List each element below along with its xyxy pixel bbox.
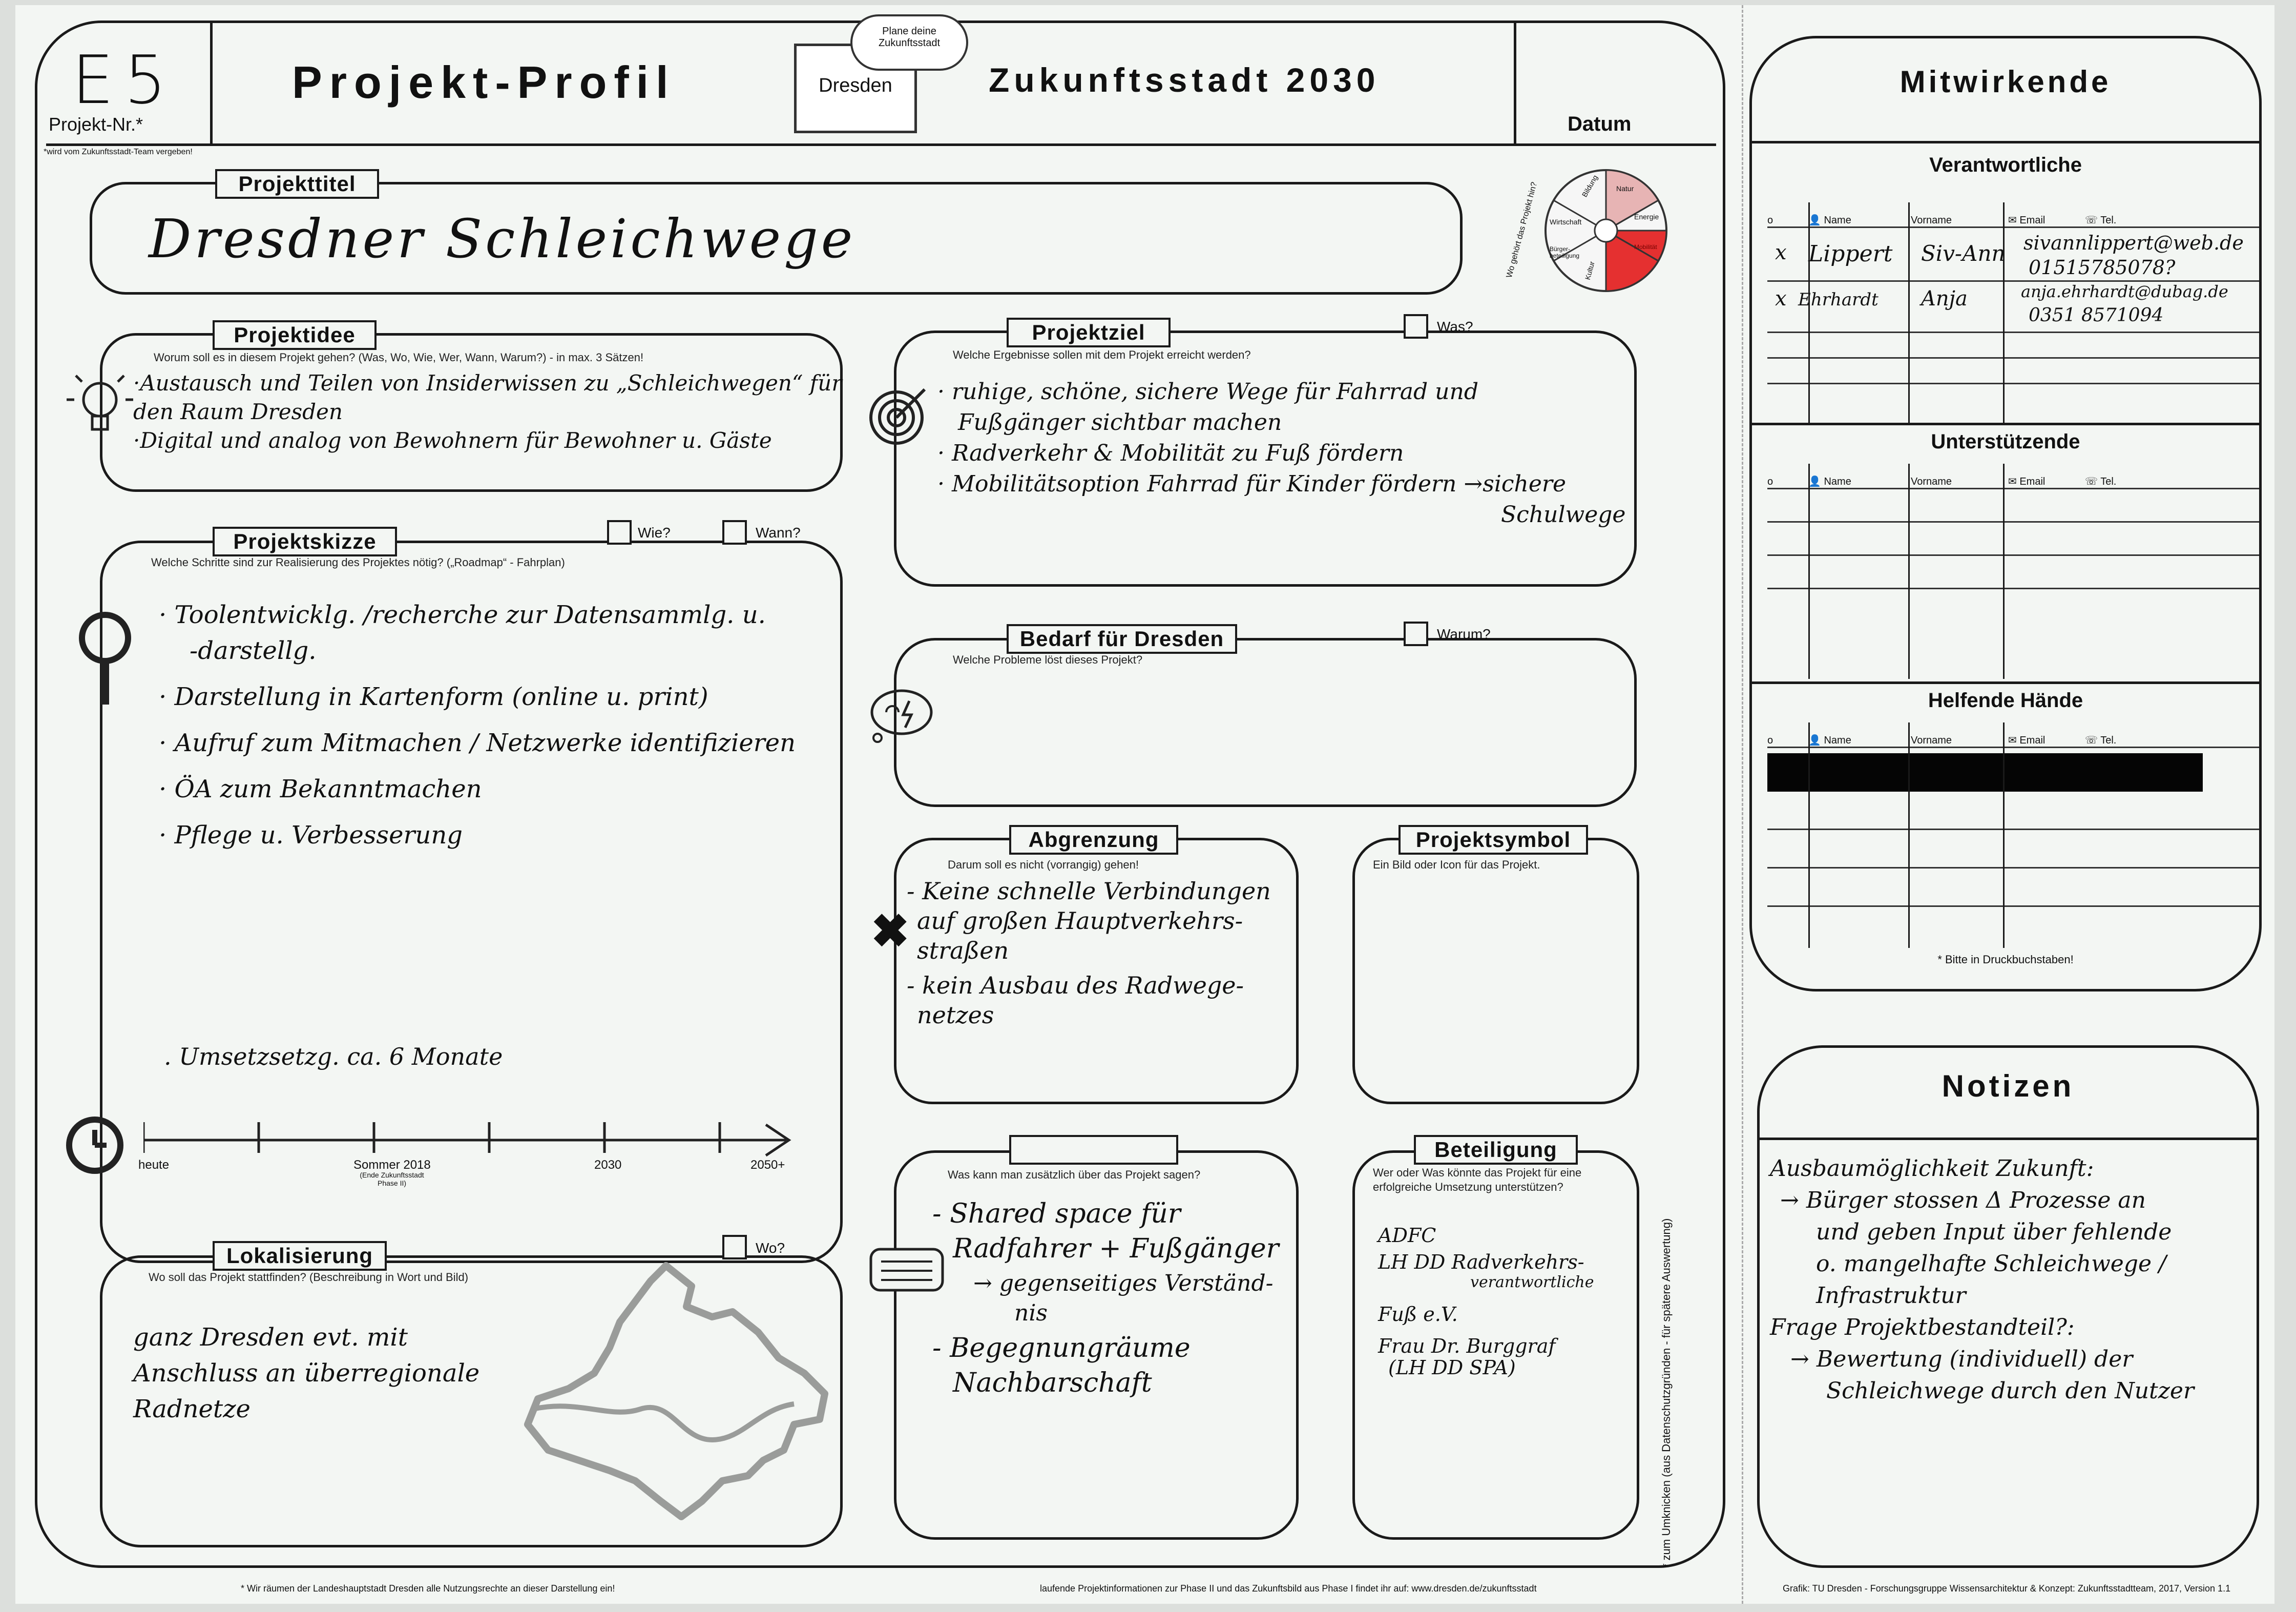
helfende-table: o 👤 Name Vorname ✉ Email ☏ Tel. <box>1767 722 2259 948</box>
projektskizze-label: Projektskizze <box>213 527 397 556</box>
wo-label: Wo? <box>756 1240 785 1256</box>
page-title: Projekt-Profil <box>292 57 676 108</box>
wheel-heading: Wo gehört das Projekt hin? <box>1505 181 1539 279</box>
unterstuetzende-table: o 👤 Name Vorname ✉ Email ☏ Tel. <box>1767 464 2259 679</box>
project-number-label: Projekt-Nr.* <box>49 114 143 135</box>
lokalisierung-label: Lokalisierung <box>213 1241 387 1271</box>
helfende-title: Helfende Hände <box>1928 689 2083 712</box>
redacted-row <box>1767 753 2203 792</box>
beteiligung-text[interactable]: ADFC LH DD Radverkehrs- verantwortliche Fuß e.V. Frau Dr. Burggraf (LH DD SPA) <box>1378 1224 1594 1379</box>
wheel-segment-5: Energie <box>1634 213 1659 221</box>
dresden-map-outline <box>517 1255 845 1535</box>
abgrenzung-label: Abgrenzung <box>1009 825 1178 855</box>
projektziel-text[interactable]: · ruhige, schöne, sichere Wege für Fahrrad und Fußgänger sichtbar machen · Radverkehr & Mobilität zu Fuß fördern · Mobilitätsoption Fahrrad für Kinder fördern →sichere Schulwege <box>937 379 1626 528</box>
person-icon: 👤 Name <box>1808 215 1851 226</box>
magnifier-icon <box>72 610 143 710</box>
clock-icon <box>61 1112 128 1181</box>
projektziel-label: Projektziel <box>1007 318 1171 347</box>
projektskizze-text[interactable]: · Toolentwicklg. /recherche zur Datensammlg. u. -darstellg. · Darstellung in Kartenform (online u. print) · Aufruf zum Mitmachen / Netzwerke identifizieren · ÖA zum Bekanntmachen · Pflege u. Verbesserung <box>159 601 796 850</box>
verantwortliche-row-1[interactable]: x Lippert Siv-Ann sivannlippert@web.de 01515785078? <box>1767 231 2259 282</box>
mail-icon: ✉ Email <box>2008 735 2045 746</box>
wheel-segment-2: Bürger-beteiligung <box>1550 245 1580 259</box>
mitwirkende-note: * Bitte in Druckbuchstaben! <box>1937 953 2074 966</box>
projektidee-prompt: Worum soll es in diesem Projekt gehen? (Was, Wo, Wie, Wer, Wann, Warum?) - in max. 3 Sätzen! <box>154 351 644 364</box>
mail-icon: ✉ Email <box>2008 476 2045 487</box>
warum-checkbox[interactable] <box>1404 622 1428 646</box>
project-number-note: *wird vom Zukunftsstadt-Team vergeben! <box>44 148 193 156</box>
page-subtitle: Zukunftsstadt 2030 <box>989 61 1380 99</box>
person-icon: 👤 Name <box>1808 735 1851 746</box>
was-label: Was? <box>1437 319 1473 335</box>
verantwortliche-empty-rows <box>1767 333 2259 415</box>
projektidee-label: Projektidee <box>213 320 377 350</box>
timeline-sommer: Sommer 2018 <box>353 1158 431 1172</box>
mail-icon: ✉ Email <box>2008 215 2045 226</box>
timeline-2030: 2030 <box>594 1158 622 1172</box>
timeline-heute: heute <box>138 1158 170 1172</box>
beteiligung-label: Beteiligung <box>1414 1135 1578 1165</box>
abgrenzung-prompt: Darum soll es nicht (vorrangig) gehen! <box>948 858 1139 871</box>
wheel-segment-1: Wirtschaft <box>1550 218 1582 226</box>
phone-icon: ☏ Tel. <box>2085 476 2117 487</box>
footer-center: laufende Projektinformationen zur Phase II und das Zukunftsbild aus Phase I findet ihr auf: www.dresden.de/zukunftsstadt <box>1040 1583 1537 1594</box>
phone-icon: ☏ Tel. <box>2085 215 2117 226</box>
projektziel-prompt: Welche Ergebnisse sollen mit dem Projekt erreicht werden? <box>953 348 1251 361</box>
header-divider <box>46 143 1716 146</box>
warum-label: Warum? <box>1437 626 1491 642</box>
projektsymbol-box <box>1352 838 1639 1104</box>
notizen-title: Notizen <box>1942 1069 2075 1103</box>
project-number: E5 <box>72 41 177 119</box>
bedarf-label: Bedarf für Dresden <box>1007 624 1237 654</box>
notizen-text[interactable]: Ausbaumöglichkeit Zukunft: → Bürger stossen Δ Prozesse an und geben Input über fehlende o. mangelhafte Schleichwege / Infrastruktur Frage Projektbestandteil?: → Bewertung (individuell) der Schleichwege durch den Nutzer <box>1770 1155 2194 1404</box>
zusatz-prompt: Was kann man zusätzlich über das Projekt sagen? <box>948 1168 1201 1181</box>
wie-label: Wie? <box>638 525 671 541</box>
problem-bubble-icon <box>868 687 935 746</box>
mitwirkende-title: Mitwirkende <box>1900 65 2112 99</box>
projektidee-text[interactable]: ·Austausch und Teilen von Insiderwissen zu „Schleichwegen“ für den Raum Dresden ·Digital und analog von Bewohnern für Bewohner u. Gäste <box>133 370 842 453</box>
verantwortliche-title: Verantwortliche <box>1929 154 2082 176</box>
fold-line <box>1742 5 1743 1604</box>
footer-right: Grafik: TU Dresden - Forschungsgruppe Wissensarchitektur & Konzept: Zukunftsstadtteam, 2017, Version 1.1 <box>1783 1583 2231 1594</box>
wheel-segment-4: Mobilität <box>1634 243 1657 251</box>
verantwortliche-row-2[interactable]: x Ehrhardt Anja anja.ehrhardt@dubag.de 0351 8571094 <box>1767 282 2259 333</box>
wann-checkbox[interactable] <box>722 520 747 545</box>
projektskizze-duration[interactable]: . Umsetzsetzg. ca. 6 Monate <box>164 1043 503 1070</box>
wheel-segment-3: Kultur <box>1583 260 1596 281</box>
timeline-2050: 2050+ <box>750 1158 785 1172</box>
target-icon <box>866 382 932 451</box>
category-wheel <box>1505 154 1683 307</box>
wheel-segment-0: Bildung <box>1580 173 1599 199</box>
unterstuetzende-title: Unterstützende <box>1931 430 2080 453</box>
wie-checkbox[interactable] <box>607 520 632 545</box>
category-wheel-chart <box>1529 154 1683 307</box>
projekttitel-label: Projekttitel <box>215 169 379 199</box>
was-checkbox[interactable] <box>1404 314 1428 339</box>
poster <box>15 5 2274 1604</box>
footer-left: * Wir räumen der Landeshauptstadt Dresden alle Nutzungsrechte an dieser Darstellung ein! <box>241 1583 615 1594</box>
projektsymbol-prompt: Ein Bild oder Icon für das Projekt. <box>1373 858 1540 871</box>
city-cloud: Plane deine Zukunftsstadt <box>850 14 968 71</box>
timeline <box>138 1112 809 1187</box>
zusatz-label <box>1009 1135 1178 1165</box>
projektskizze-prompt: Welche Schritte sind zur Realisierung des Projektes nötig? („Roadmap“ - Fahrplan) <box>151 556 565 569</box>
lokalisierung-prompt: Wo soll das Projekt stattfinden? (Beschreibung in Wort und Bild) <box>149 1271 469 1284</box>
person-icon: 👤 Name <box>1808 476 1851 487</box>
date-label: Datum <box>1568 113 1632 135</box>
zusatz-text[interactable]: - Shared space für Radfahrer + Fußgänger → gegenseitiges Verständ- nis - Begegnungräume Nachbarschaft <box>932 1198 1279 1398</box>
projekttitel-value[interactable]: Dresdner Schleichwege <box>149 208 856 270</box>
cross-icon: ✖ <box>871 906 910 957</box>
projektsymbol-label: Projektsymbol <box>1399 825 1588 855</box>
wheel-segment-6: Natur <box>1616 184 1634 193</box>
lightbulb-icon <box>67 371 133 451</box>
phone-icon: ☏ Tel. <box>2085 735 2117 746</box>
city-sign: Dresden <box>794 44 917 133</box>
verantwortliche-table: o 👤 Name Vorname ✉ Email ☏ Tel. <box>1767 202 2259 228</box>
abgrenzung-text[interactable]: - Keine schnelle Verbindungen auf großen Hauptverkehrs- straßen - kein Ausbau des Radwege- netzes <box>907 877 1271 1029</box>
beteiligung-prompt: Wer oder Was könnte das Projekt für eine erfolgreiche Umsetzung unterstützen? <box>1373 1166 1582 1193</box>
side-note: * zum Umknicken (aus Datenschutzgründen - für spätere Auswertung) <box>1660 1218 1673 1568</box>
wann-label: Wann? <box>756 525 801 541</box>
lokalisierung-text[interactable]: ganz Dresden evt. mit Anschluss an überregionale Radnetze <box>133 1323 480 1423</box>
timeline-sommer-note: (Ende Zukunftsstadt Phase II) <box>360 1171 424 1187</box>
bedarf-prompt: Welche Probleme löst dieses Projekt? <box>953 653 1143 666</box>
